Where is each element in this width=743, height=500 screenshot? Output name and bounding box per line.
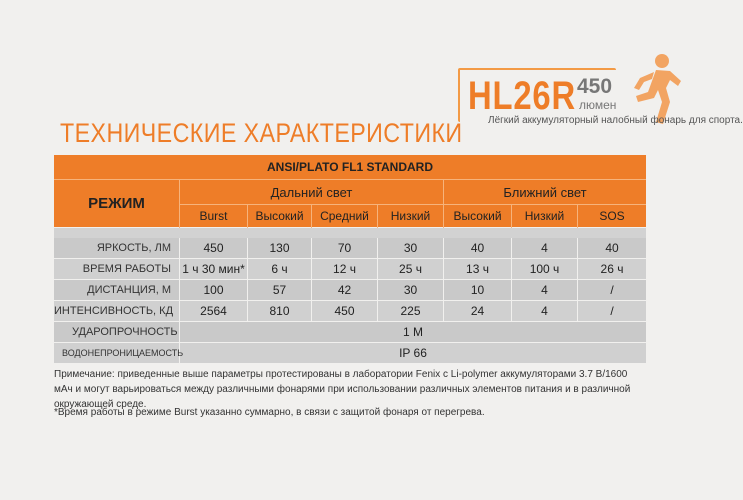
footnote-main: Примечание: приведенные выше параметры протестированы в лаборатории Fenix с Li-polymer аккумуляторами 3.7 В/1600 мАч и могут варьироваться между различными фонарями при использовании различных элементов питания и в различной окружающей среде.	[54, 369, 631, 410]
mode-near-high: Высокий	[444, 205, 512, 228]
cell: 24	[444, 301, 512, 321]
cell: 26 ч	[600, 262, 624, 276]
cell: 12 ч	[312, 259, 378, 279]
mode-sos: SOS	[599, 209, 625, 223]
page-title: ТЕХНИЧЕСКИЕ ХАРАКТЕРИСТИКИ	[60, 118, 463, 148]
row-label: УДАРОПРОЧНОСТЬ	[54, 322, 180, 342]
cell: /	[610, 304, 614, 318]
cell: 2564	[180, 301, 248, 321]
cell: 57	[248, 280, 312, 300]
table-row	[54, 301, 646, 322]
cell: 100 ч	[512, 259, 578, 279]
cell: IP 66	[399, 346, 427, 360]
cell: 1 М	[402, 325, 423, 339]
cell: 1 ч 30 мин*	[180, 259, 248, 279]
row-label: ВРЕМЯ РАБОТЫ	[54, 259, 180, 279]
cell: 450	[180, 238, 248, 258]
cell: 30	[378, 238, 444, 258]
table-row-water	[54, 343, 646, 364]
row-label: ИНТЕНСИВНОСТЬ, КД	[54, 301, 180, 321]
model-name: HL26R	[468, 74, 576, 118]
cell: 25 ч	[378, 259, 444, 279]
table-row	[54, 280, 646, 301]
standard-label: ANSI/PLATO FL1 STANDARD	[54, 155, 646, 180]
group-near-beam: Ближний свет	[444, 180, 646, 205]
cell: 70	[312, 238, 378, 258]
table-row	[54, 238, 646, 259]
row-label: ЯРКОСТЬ, ЛМ	[54, 238, 180, 258]
specs-table	[54, 155, 646, 364]
cell: 450	[312, 301, 378, 321]
cell: /	[610, 283, 614, 297]
cell: 4	[512, 238, 578, 258]
table-body	[54, 238, 646, 364]
cell: 13 ч	[444, 259, 512, 279]
cell: 10	[444, 280, 512, 300]
cell: 130	[248, 238, 312, 258]
row-label: ДИСТАНЦИЯ, М	[54, 280, 180, 300]
table-divider	[54, 228, 646, 238]
table-row	[54, 259, 646, 280]
cell: 810	[248, 301, 312, 321]
cell: 40	[444, 238, 512, 258]
table-row-impact	[54, 322, 646, 343]
lumens-value: 450	[577, 75, 613, 98]
row-label: ВОДОНЕПРОНИЦАЕМОСТЬ	[54, 343, 180, 363]
cell: 4	[512, 280, 578, 300]
cell: 4	[512, 301, 578, 321]
group-far-beam: Дальний свет	[180, 180, 444, 205]
cell: 42	[312, 280, 378, 300]
mode-far-high: Высокий	[248, 205, 312, 228]
tagline: Лёгкий аккумуляторный налобный фонарь для спорта.	[488, 115, 743, 126]
cell: 225	[378, 301, 444, 321]
mode-far-medium: Средний	[312, 205, 378, 228]
cell: 30	[378, 280, 444, 300]
mode-burst: Burst	[180, 205, 248, 228]
mode-label: РЕЖИМ	[54, 180, 180, 228]
cell: 40	[605, 241, 619, 255]
cell: 6 ч	[248, 259, 312, 279]
footnote-burst: *Время работы в режиме Burst указанно суммарно, в связи с защитой фонаря от перегрева.	[54, 407, 485, 418]
cell: 100	[180, 280, 248, 300]
mode-near-low: Низкий	[512, 205, 578, 228]
table-header	[54, 155, 646, 228]
lumens-unit: люмен	[579, 98, 617, 112]
mode-far-low: Низкий	[378, 205, 444, 228]
